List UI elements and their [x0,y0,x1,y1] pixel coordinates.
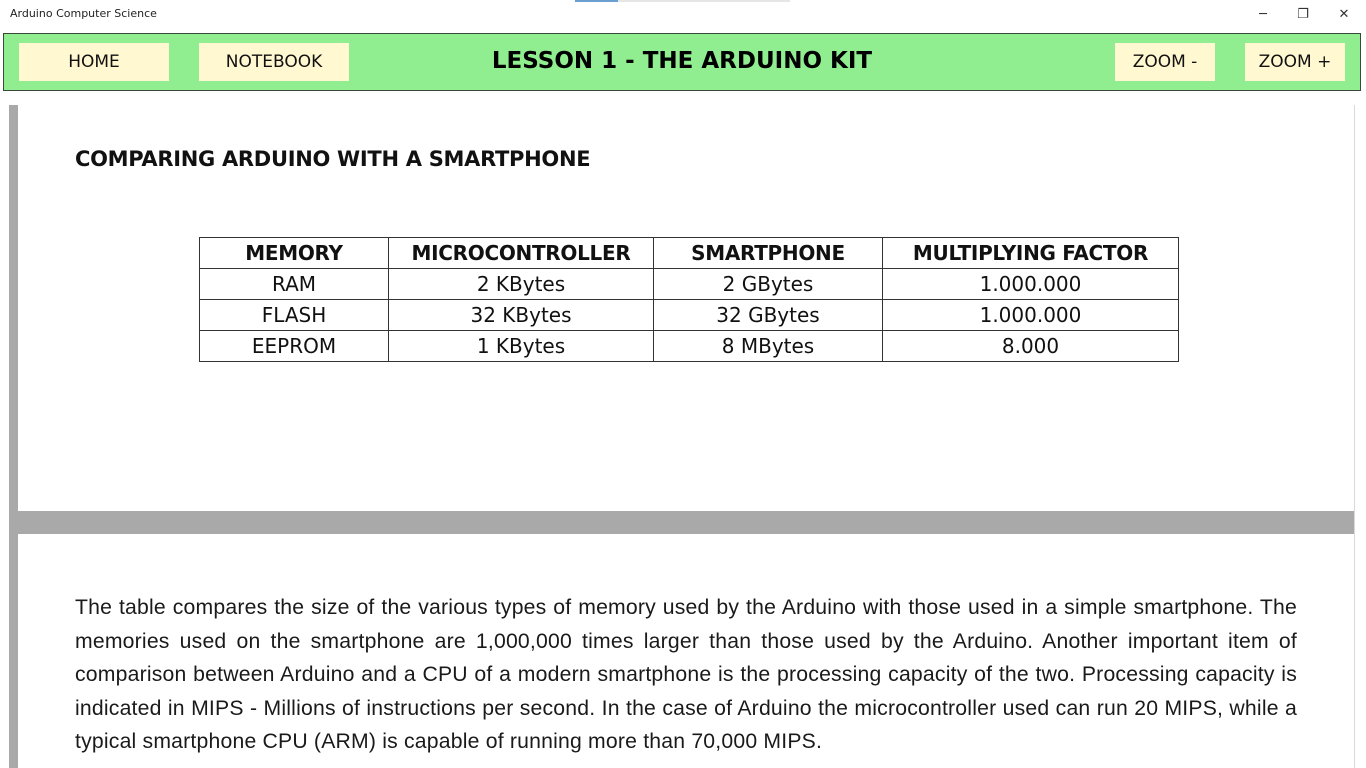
page-frame-left [9,105,18,768]
lesson-content [0,91,1366,768]
cell-smartphone: 2 GBytes [654,269,883,300]
cell-factor: 8.000 [883,331,1179,362]
lesson-title: LESSON 1 - THE ARDUINO KIT [491,48,873,74]
memory-comparison-table [199,237,1179,362]
table-row [200,269,1179,300]
cell-memory: EEPROM [200,331,389,362]
cell-memory: RAM [200,269,389,300]
cell-factor: 1.000.000 [883,269,1179,300]
loading-progress-fill [575,0,618,2]
cell-microcontroller: 32 KBytes [389,300,654,331]
table-header-row [200,238,1179,269]
restore-icon: ❐ [1297,6,1309,22]
header-smartphone: SMARTPHONE [654,238,883,269]
home-button[interactable]: HOME [19,43,169,81]
cell-microcontroller: 2 KBytes [389,269,654,300]
loading-progress-bar [575,0,790,2]
lesson-paragraph: The table compares the size of the various types of memory used by the Arduino with those used in a simple smartphone. The memories used on the smartphone are 1,000,000 times larger than those used by the Arduino. Another important item of comparison between Arduino and a CPU of a modern smartphone is the processing capacity of the two. Processing capacity is indicated in MIPS - Millions of instructions per second. In the case of Arduino the microcontroller used can run 20 MIPS, while a typical smartphone CPU (ARM) is capable of running more than 70,000 MIPS. [75,596,1297,753]
notebook-button[interactable]: NOTEBOOK [199,43,349,81]
cell-smartphone: 8 MBytes [654,331,883,362]
cell-memory: FLASH [200,300,389,331]
table-row [200,300,1179,331]
restore-button[interactable] [1291,4,1315,24]
minimize-button[interactable] [1251,4,1275,24]
scrollbar-track[interactable] [1354,105,1355,768]
cell-microcontroller: 1 KBytes [389,331,654,362]
header-bar [3,33,1361,91]
header-memory: MEMORY [200,238,389,269]
zoom-out-button[interactable]: ZOOM - [1115,43,1215,81]
table-row [200,331,1179,362]
header-multiplying-factor: MULTIPLYING FACTOR [883,238,1179,269]
close-icon: ✕ [1338,6,1350,22]
close-button[interactable] [1332,4,1356,24]
page-divider [9,511,1354,534]
cell-smartphone: 32 GBytes [654,300,883,331]
cell-factor: 1.000.000 [883,300,1179,331]
title-bar [0,0,1366,30]
app-title: Arduino Computer Science [10,7,157,20]
section-heading: COMPARING ARDUINO WITH A SMARTPHONE [75,147,591,171]
zoom-in-button[interactable]: ZOOM + [1245,43,1345,81]
header-microcontroller: MICROCONTROLLER [389,238,654,269]
minimize-icon: ─ [1259,6,1267,22]
